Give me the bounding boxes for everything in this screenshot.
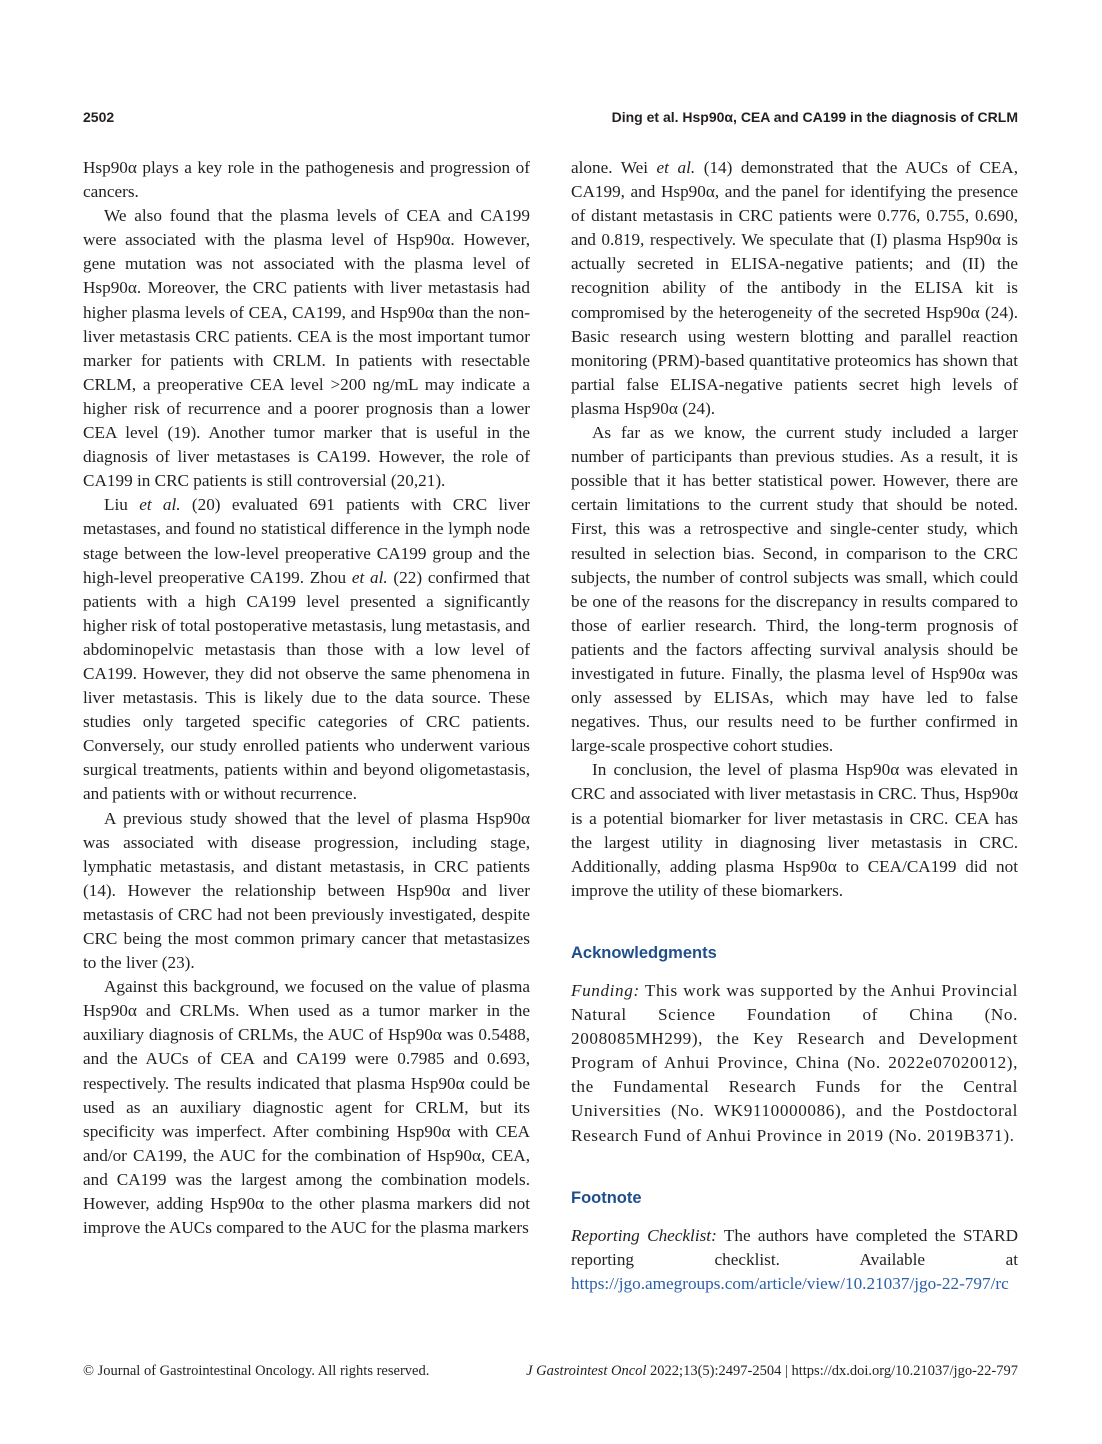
page-number: 2502 bbox=[83, 109, 115, 125]
running-header bbox=[83, 109, 1018, 129]
running-title: Ding et al. Hsp90α, CEA and CA199 in the diagnosis of CRLM bbox=[611, 109, 1018, 125]
left-column bbox=[83, 156, 530, 1240]
paragraph: We also found that the plasma levels of CEA and CA199 were associated with the plasma level of Hsp90α. However, gene mutation was not associated with the plasma level of Hsp90α. Moreover, the CRC patients with liver metastasis had higher plasma levels of CEA, CA199, and Hsp90α than the non-liver metastasis CRC patients. CEA is the most important tumor marker for patients with CRLM. In patients with resectable CRLM, a preoperative CEA level >200 ng/mL may indicate a higher risk of recurrence and a poorer prognosis than a lower CEA level (19). Another tumor marker that is useful in the diagnosis of liver metastases is CA199. However, the role of CA199 in CRC patients is still controversial (20,21). bbox=[83, 206, 530, 491]
paragraph: alone. Wei et al. (14) demonstrated that the AUCs of CEA, CA199, and Hsp90α, and the panel for identifying the presence of distant metastasis in CRC patients were 0.776, 0.755, 0.690, and 0.819, respectively. We speculate that (I) plasma Hsp90α is actually secreted in ELISA-negative patients; and (II) the recognition ability of the antibody in the ELISA kit is compromised by the heterogeneity of the secreted Hsp90α (24). Basic research using western blotting and parallel reaction monitoring (PRM)-based quantitative proteomics has shown that partial false ELISA-negative patients secret high levels of plasma Hsp90α (24). bbox=[571, 158, 1018, 418]
paragraph: Hsp90α plays a key role in the pathogenesis and progression of cancers. bbox=[83, 158, 530, 202]
et-al: et al. bbox=[351, 567, 388, 587]
acknowledgments-heading: Acknowledgments bbox=[571, 943, 717, 962]
copyright: © Journal of Gastrointestinal Oncology. All rights reserved. bbox=[83, 1363, 430, 1379]
journal-abbrev: J Gastrointest Oncol bbox=[526, 1363, 647, 1379]
et-al: et al. bbox=[656, 158, 696, 177]
et-al: et al. bbox=[139, 495, 181, 515]
paragraph: Liu et al. (20) evaluated 691 patients with CRC liver metastases, and found no statistical difference in the lymph node stage between the low-level preoperative CA199 group and the high-level preoperative CA199. Zhou et al. (22) confirmed that patients with a high CA199 level presented a significantly higher risk of total postoperative metastasis, lung metastasis, and abdominopelvic metastasis than those with a low level of CA199. However, they did not observe the same phenomena in liver metastasis. This is likely due to the data source. These studies only targeted specific categories of CRC patients. Conversely, our study enrolled patients who underwent various surgical treatments, patients within and beyond oligometastasis, and patients with or without recurrence. bbox=[83, 495, 530, 804]
paragraph: Against this background, we focused on the value of plasma Hsp90α and CRLMs. When used as a tumor marker in the auxiliary diagnosis of CRLMs, the AUC of Hsp90α was 0.5488, and the AUCs of CEA and CA199 were 0.7985 and 0.693, respectively. The results indicated that plasma Hsp90α could be used as an auxiliary diagnostic agent for CRLM, but its specificity was imperfect. After combining Hsp90α with CEA and/or CA199, the AUC for the combination of Hsp90α, CEA, and CA199 was the largest among the combination models. However, adding Hsp90α to the other plasma markers did not improve the AUCs compared to the AUC for the plasma markers bbox=[83, 977, 530, 1238]
footnote-heading: Footnote bbox=[571, 1188, 642, 1207]
paragraph: As far as we know, the current study included a larger number of participants than previous studies. As a result, it is possible that it has better statistical power. However, there are certain limitations to the current study that should be noted. First, this was a retrospective and single-center study, which resulted in selection bias. Second, in comparison to the CRC subjects, the number of control subjects was small, which could be one of the reasons for the discrepancy in results compared to those of earlier research. Third, the long-term prognosis of patients and the factors affecting survival analysis should be investigated in future. Finally, the plasma level of Hsp90α was only assessed by ELISAs, which may have led to false negatives. Thus, our results need to be further confirmed in large-scale prospective cohort studies. bbox=[571, 423, 1018, 756]
checklist-link[interactable]: https://jgo.amegroups.com/article/view/10.21037/jgo-22-797/rc bbox=[571, 1273, 1009, 1293]
reporting-checklist: Reporting Checklist: The authors have completed the STARD reporting checklist. Available at https://jgo.amegroups.com/article/view/10.21037/jgo-22-797/rc bbox=[571, 1225, 1018, 1293]
right-column bbox=[571, 156, 1018, 1296]
page-footer bbox=[83, 1363, 1018, 1383]
citation: J Gastrointest Oncol 2022;13(5):2497-2504 | https://dx.doi.org/10.21037/jgo-22-797 bbox=[526, 1363, 1018, 1379]
funding-label: Funding: bbox=[571, 981, 640, 1000]
funding-statement: Funding: This work was supported by the Anhui Provincial Natural Science Foundation of China (No. 2008085MH299), the Key Research and Development Program of Anhui Province, China (No. 2022e07020012), the Fundamental Research Funds for the Central Universities (No. WK9110000086), and the Postdoctoral Research Fund of Anhui Province in 2019 (No. 2019B371). bbox=[571, 981, 1018, 1145]
checklist-label: Reporting Checklist: bbox=[571, 1225, 717, 1245]
paragraph: A previous study showed that the level of plasma Hsp90α was associated with disease progression, including stage, lymphatic metastasis, and distant metastasis, in CRC patients (14). However the relationship between Hsp90α and liver metastasis of CRC had not been previously investigated, despite CRC being the most common primary cancer that metastasizes to the liver (23). bbox=[83, 808, 530, 973]
paragraph: In conclusion, the level of plasma Hsp90α was elevated in CRC and associated with liver metastasis in CRC. Thus, Hsp90α is a potential biomarker for liver metastasis in CRC. CEA has the largest utility in diagnosing liver metastasis in CRC. Additionally, adding plasma Hsp90α to CEA/CA199 did not improve the utility of these biomarkers. bbox=[571, 760, 1018, 900]
